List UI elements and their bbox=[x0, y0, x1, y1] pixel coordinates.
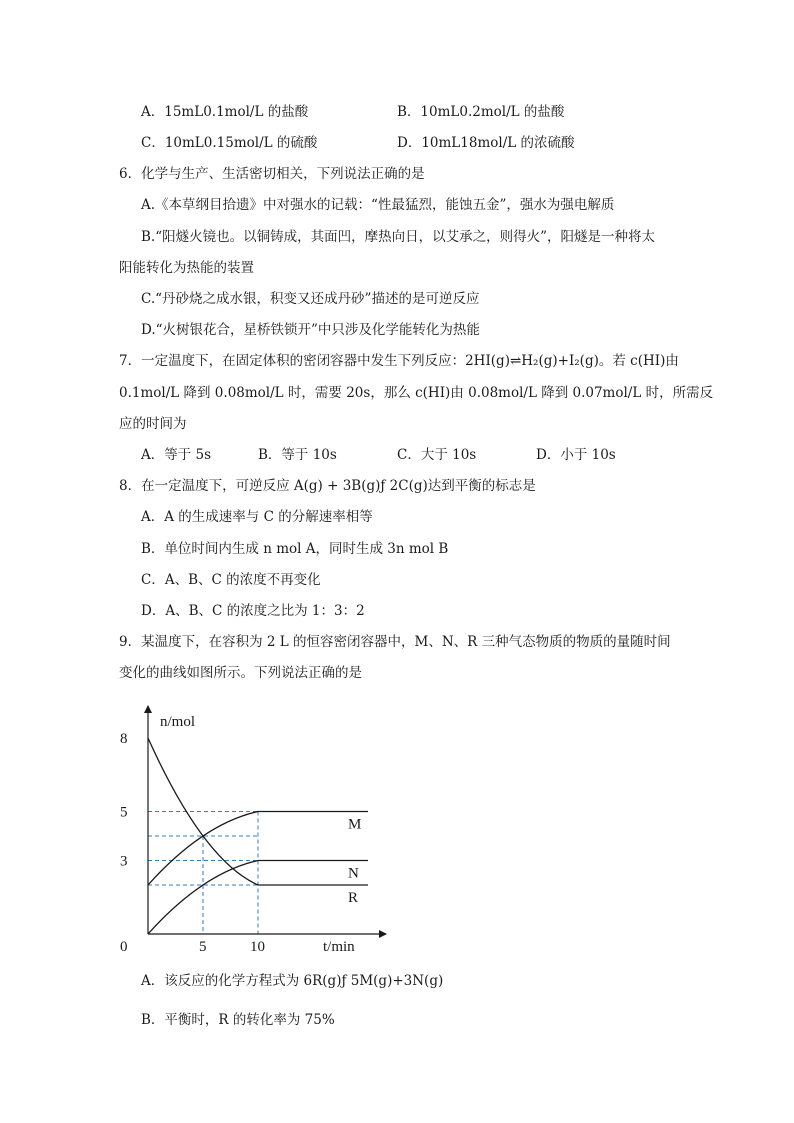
q8-option-b: B．单位时间内生成 n mol A，同时生成 3n mol B bbox=[141, 541, 449, 557]
q7-option-d: D．小于 10s bbox=[536, 447, 616, 463]
x-tick-0: 0 bbox=[120, 939, 128, 955]
x-tick-5: 5 bbox=[199, 939, 207, 955]
y-tick-5: 5 bbox=[120, 804, 128, 821]
q9-stem-line-1: 9．某温度下，在容积为 2 L 的恒容密闭容器中，M、N、R 三种气态物质的物质的量随时间 bbox=[119, 634, 671, 650]
q6-option-b-cont: 阳能转化为热能的装置 bbox=[119, 260, 254, 276]
y-axis-label: n/mol bbox=[160, 714, 196, 730]
q7-stem-line-3: 应的时间为 bbox=[119, 416, 187, 432]
q5-option-c: C．10mL0.15mol/L 的硫酸 bbox=[141, 135, 318, 151]
series-label-M: M bbox=[348, 816, 362, 833]
q9-option-b: B．平衡时，R 的转化率为 75% bbox=[141, 1012, 335, 1028]
q5-option-a: A．15mL0.1mol/L 的盐酸 bbox=[141, 104, 309, 120]
q6-stem: 6．化学与生产、生活密切相关，下列说法正确的是 bbox=[119, 166, 425, 182]
q6-option-d: D.“火树银花合，星桥铁锁开”中只涉及化学能转化为热能 bbox=[141, 322, 480, 338]
q7-option-a: A．等于 5s bbox=[141, 447, 212, 463]
q9-stem-line-2: 变化的曲线如图所示。下列说法正确的是 bbox=[119, 665, 362, 681]
q6-option-a: A.《本草纲目拾遗》中对强水的记载：“性最猛烈，能蚀五金”，强水为强电解质 bbox=[141, 197, 615, 213]
q8-option-a: A．A 的生成速率与 C 的分解速率相等 bbox=[141, 509, 373, 525]
x-axis-label: t/min bbox=[323, 939, 355, 955]
q7-option-b: B．等于 10s bbox=[258, 447, 337, 463]
q5-option-b: B．10mL0.2mol/L 的盐酸 bbox=[397, 104, 565, 120]
q9-chart bbox=[110, 700, 400, 965]
q8-option-d: D．A、B、C 的浓度之比为 1：3：2 bbox=[141, 603, 365, 619]
y-tick-8: 8 bbox=[120, 731, 128, 747]
q8-stem: 8．在一定温度下，可逆反应 A(g) + 3B(g)ƒ 2C(g)达到平衡的标志是 bbox=[119, 478, 536, 494]
series-label-N: N bbox=[348, 865, 359, 882]
q9-option-a: A．该反应的化学方程式为 6R(g)ƒ 5M(g)+3N(g) bbox=[141, 973, 444, 989]
q5-option-d: D．10mL18mol/L 的浓硫酸 bbox=[397, 135, 575, 151]
x-tick-10: 10 bbox=[250, 939, 265, 955]
q7-option-c: C．大于 10s bbox=[397, 447, 477, 463]
q6-option-b: B.“阳燧火镜也。以铜铸成，其面凹，摩热向日，以艾承之，则得火”，阳燧是一种将太 bbox=[141, 229, 656, 245]
y-tick-3: 3 bbox=[120, 853, 128, 870]
q8-option-c: C．A、B、C 的浓度不再变化 bbox=[141, 572, 321, 588]
q7-stem-line-2: 0.1mol/L 降到 0.08mol/L 时，需要 20s，那么 c(HI)由 0.08mol/L 降到 0.07mol/L 时，所需反 bbox=[119, 385, 714, 401]
q6-option-c: C.“丹砂烧之成水银，积变又还成丹砂”描述的是可逆反应 bbox=[141, 291, 480, 307]
series-label-R: R bbox=[348, 890, 359, 906]
q7-stem-line-1: 7．一定温度下，在固定体积的密闭容器中发生下列反应：2HI(g)⇌H₂(g)+I₂(g)。若 c(HI)由 bbox=[119, 353, 679, 369]
